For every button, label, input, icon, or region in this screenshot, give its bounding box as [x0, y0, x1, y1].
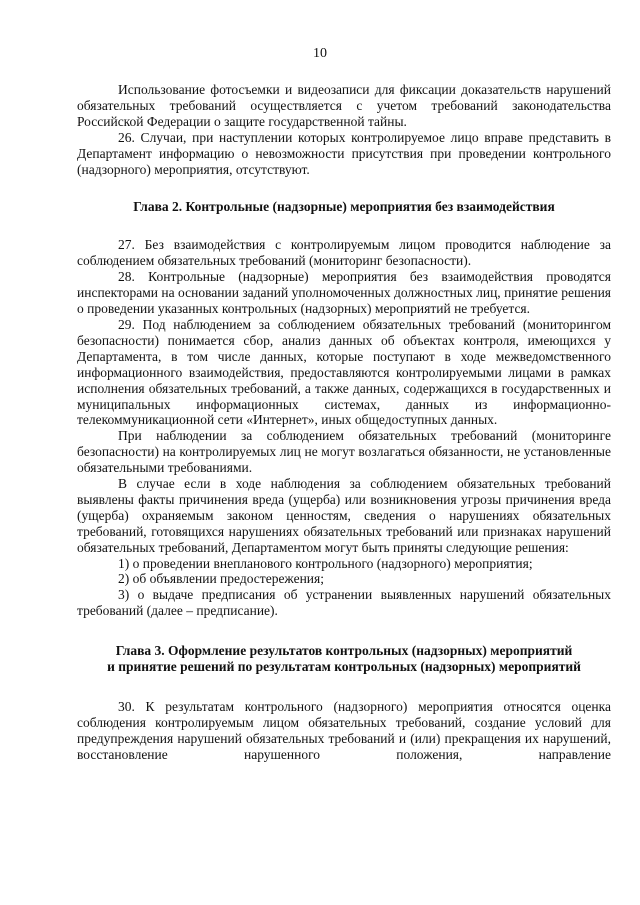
paragraph-27: 27. Без взаимодействия с контролируемым лицом проводится наблюдение за соблюдением обязательных требований (мониторинг безопасности). [77, 237, 611, 269]
paragraph-photo-video: Использование фотосъемки и видеозаписи для фиксации доказательств нарушений обязательных требований осуществляется с учетом требований законодательства Российской Федерации о защите государственной тайны. [77, 82, 611, 129]
paragraph-violation-cases: В случае если в ходе наблюдения за соблюдением обязательных требований выявлены факты причинения вреда (ущерба) или возникновения угрозы причинения вреда (ущерба) охраняемым законом ценностям, сведения о нарушениях обязательных требований, готовящихся нарушениях обязательных требований или признаках нарушений обязательных требований, Департаментом могут быть приняты следующие решения: [77, 476, 611, 555]
chapter-3-heading-line-2: и принятие решений по результатам контрольных (надзорных) мероприятий [107, 659, 581, 675]
paragraph-29: 29. Под наблюдением за соблюдением обязательных требований (мониторингом безопасности) понимается сбор, анализ данных об объектах контроля, имеющихся у Департамента, в том числе данных, которые поступают в ходе межведомственного информационного взаимодействия, предоставляются контролируемыми лицами в рамках исполнения обязательных требований, а также данных, содержащихся в государственных и муниципальных информационных системах, данных из информационно-телекоммуникационной сети «Интернет», иных общедоступных данных. [77, 316, 611, 428]
document-body [77, 82, 611, 763]
chapter-2-heading: Глава 2. Контрольные (надзорные) мероприятия без взаимодействия [133, 199, 555, 215]
chapter-3-heading-line-1: Глава 3. Оформление результатов контрольных (надзорных) мероприятий [115, 643, 573, 659]
list-item-3: 3) о выдаче предписания об устранении выявленных нарушений обязательных требований (далее – предписание). [77, 587, 611, 619]
paragraph-30: 30. К результатам контрольного (надзорного) мероприятия относятся оценка соблюдения контролируемым лицом обязательных требований, создание условий для предупреждения нарушений обязательных требований и (или) прекращения их нарушений, восстановление нарушенного положения, направление [77, 699, 611, 762]
chapter-3-heading [77, 643, 611, 675]
page-number: 10 [313, 46, 327, 61]
list-item-1: 1) о проведении внепланового контрольного (надзорного) мероприятия; [118, 555, 533, 571]
paragraph-monitoring-obligations: При наблюдении за соблюдением обязательных требований (мониторинге безопасности) на контролируемых лиц не могут возлагаться обязанности, не установленные обязательными требованиями. [77, 428, 611, 476]
paragraph-26: 26. Случаи, при наступлении которых контролируемое лицо вправе представить в Департамент информацию о невозможности присутствия при проведении контрольного (надзорного) мероприятия, отсутствуют. [77, 129, 611, 177]
paragraph-28: 28. Контрольные (надзорные) мероприятия без взаимодействия проводятся инспекторами на основании заданий уполномоченных должностных лиц, принятие решения о проведении указанных контрольных (надзорных) мероприятий не требуется. [77, 269, 611, 317]
list-item-2: 2) об объявлении предостережения; [118, 571, 324, 587]
